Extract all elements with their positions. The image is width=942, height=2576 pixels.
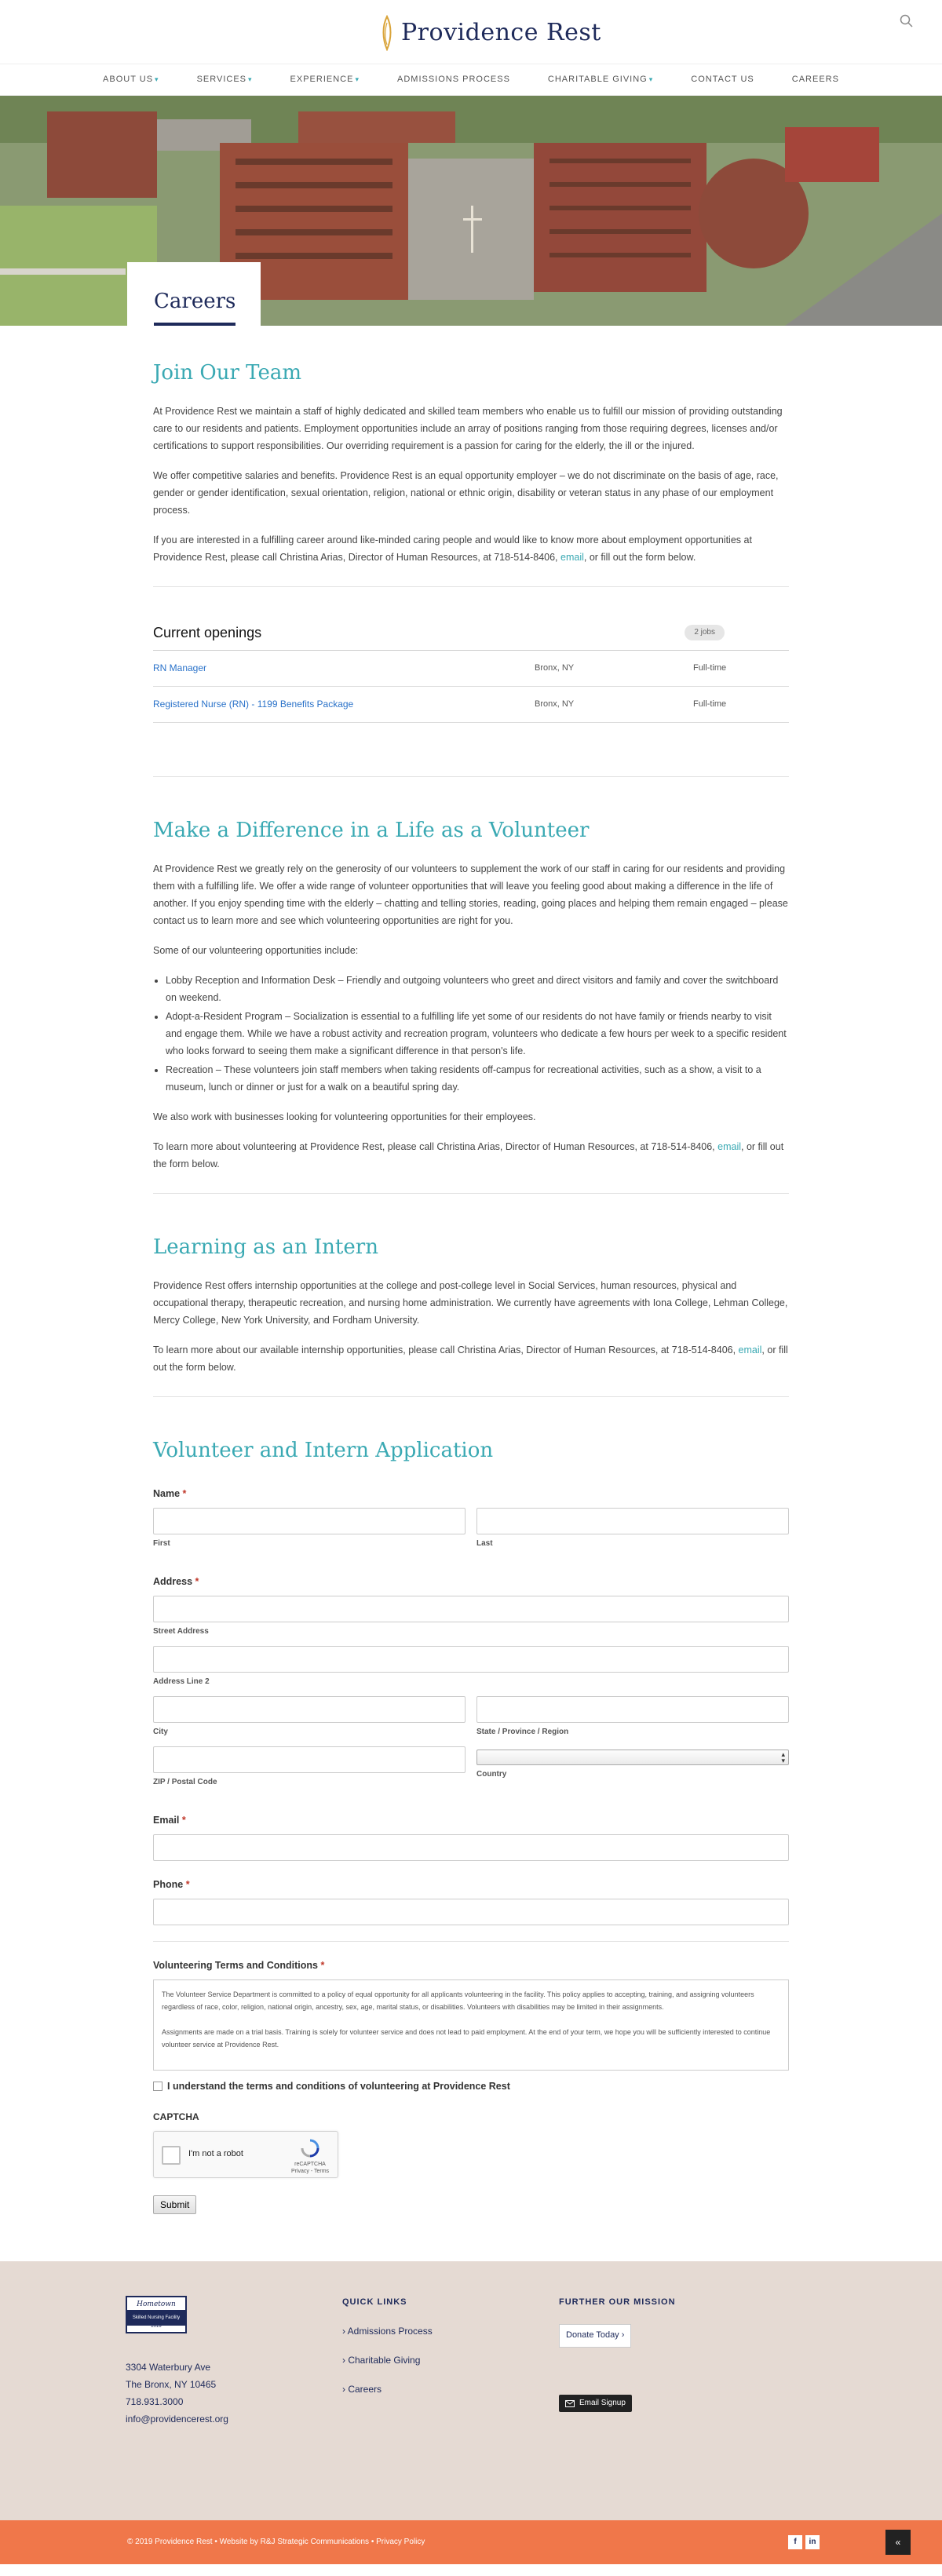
site-header <box>0 0 942 64</box>
nav-label: CONTACT US <box>691 74 754 84</box>
linkedin-icon[interactable]: in <box>805 2535 820 2549</box>
page-title: Careers <box>154 290 236 313</box>
mission-title: FURTHER OUR MISSION <box>559 2297 676 2308</box>
recaptcha-checkbox[interactable] <box>162 2146 181 2165</box>
back-to-top-button[interactable]: « <box>885 2530 911 2555</box>
footer-main <box>0 2261 942 2520</box>
last-sublabel: Last <box>476 1539 493 1549</box>
facebook-icon[interactable]: f <box>788 2535 802 2549</box>
chevron-down-icon: ▾ <box>248 75 253 83</box>
label-text: Phone <box>153 1879 184 1891</box>
intern-paragraph-2 <box>153 1341 789 1376</box>
quick-link-admissions[interactable]: › Admissions Process <box>342 2325 433 2337</box>
country-select[interactable] <box>476 1750 789 1765</box>
nav-services[interactable] <box>178 73 272 87</box>
divider <box>153 776 789 777</box>
site-name: Providence Rest <box>401 19 601 46</box>
list-item: • Lobby Reception and Information Desk – Friendly and outgoing volunteers who greet and direct visitors and family and cover the switchboard on weekend. <box>166 972 789 1006</box>
terms-label <box>153 1958 789 1973</box>
captcha-label: CAPTCHA <box>153 2111 199 2123</box>
intern-paragraph-1: Providence Rest offers internship opportunities at the college and post-college level in Social Services, human resources, physical and occupational therapy, therapeutic recreation, and nursing home administration. We currently have agreements with Iona College, Lehman College, Mercy College, New York University, and Fordham University. <box>153 1279 788 1326</box>
email-link[interactable]: email <box>717 1140 741 1152</box>
join-paragraph-1: At Providence Rest we maintain a staff of highly dedicated and skilled team members who enable us to fulfill our mission of providing outstanding care to our residents and patients. Employment opportunities include an array of positions ranging from those requiring degrees, licenses and/or certifications to support responsibilities. Our overriding requirement is a passion for caring for the elderly, the ill or the injured. <box>153 405 783 451</box>
nav-label: ABOUT US <box>103 74 154 84</box>
select-arrows-icon: ▴ ▾ <box>781 1750 785 1765</box>
table-row <box>153 687 789 723</box>
flame-icon <box>381 15 393 51</box>
footer-contact-col <box>126 2296 342 2428</box>
nav-admissions-process[interactable] <box>378 73 529 87</box>
recaptcha-text: I'm not a robot <box>188 2149 243 2159</box>
phone-field-group <box>153 1877 789 1925</box>
text: If you are interested in a fulfilling career around like-minded caring people and would like to know more about employment opportunities at Providence Rest, please call Christina Arias, Director of Human Resources, at 718-514-8406, <box>153 534 752 563</box>
list-item: • Adopt-a-Resident Program – Socialization is essential to a fulfilling life yet some of our residents do not have family or friends nearby to visit and engage them. While we have a robust activity and recreation program, volunteers who dedicate a few hours per week to a specific resident who looks forward to seeing them make a significant difference in that person's life. <box>166 1008 789 1060</box>
join-paragraph-2: We offer competitive salaries and benefits. Providence Rest is an equal opportunity employer – we do not discriminate on the basis of age, race, gender or gender identification, sexual orientation, religion, national or ethnic origin, disability or veteran status in any phase of our employment process. <box>153 469 779 516</box>
email-address[interactable]: info@providencerest.org <box>126 2414 228 2425</box>
terms-paragraph-1: The Volunteer Service Department is committed to a policy of equal opportunity for all applicants volunteering in the facility. This policy applies to accepting, training, and assigning volunteers regardless of race, color, religion, national origin, ancestry, sex, age, marital status, or disabilities. Volunteers with disabilities may be limited in their assignments. <box>162 1990 754 2012</box>
country-sublabel: Country <box>476 1770 507 1779</box>
award-badge <box>126 2296 187 2333</box>
nav-charitable-giving[interactable] <box>529 73 672 87</box>
divider <box>153 1941 789 1942</box>
required-marker: * <box>185 1879 190 1891</box>
site-footer <box>0 2261 942 2564</box>
page-title-box <box>127 262 261 326</box>
line2-sublabel: Address Line 2 <box>153 1677 210 1687</box>
chevron-down-icon: ▾ <box>648 75 654 83</box>
hero-banner <box>0 96 942 326</box>
nav-label: CHARITABLE GIVING <box>547 74 648 84</box>
first-name-input[interactable] <box>153 1508 466 1534</box>
job-title-link[interactable]: RN Manager <box>153 662 207 674</box>
phone-input[interactable] <box>153 1899 789 1925</box>
footer-links-col <box>342 2296 559 2428</box>
award-top: Hometown <box>137 2301 176 2309</box>
volunteer-paragraph-3: We also work with businesses looking for volunteering opportunities for their employees. <box>153 1111 536 1122</box>
address-block <box>126 2359 342 2428</box>
street-address-input[interactable] <box>153 1596 789 1622</box>
nav-contact-us[interactable] <box>672 73 773 87</box>
join-paragraph-3 <box>153 531 789 566</box>
email-signup-button[interactable] <box>559 2395 632 2412</box>
text: To learn more about our available internship opportunities, please call Christina Arias, Director of Human Resources, at 718-514-8406, <box>153 1344 739 1356</box>
chevron-down-icon: ▾ <box>155 75 159 83</box>
name-label <box>153 1486 789 1501</box>
envelope-icon <box>565 2400 575 2407</box>
site-logo[interactable] <box>381 14 601 52</box>
terms-agree-row <box>153 2078 789 2094</box>
label-text: Email <box>153 1815 180 1826</box>
job-location: Bronx, NY <box>535 663 575 673</box>
quick-links-title: QUICK LINKS <box>342 2297 407 2308</box>
phone-label <box>153 1877 789 1892</box>
form-heading: Volunteer and Intern Application <box>153 1438 494 1462</box>
first-sublabel: First <box>153 1539 170 1549</box>
join-heading: Join Our Team <box>153 361 302 385</box>
divider <box>153 586 789 587</box>
nav-label: EXPERIENCE <box>290 74 354 84</box>
nav-careers[interactable] <box>773 73 858 87</box>
label-text: Volunteering Terms and Conditions <box>153 1960 318 1972</box>
last-name-input[interactable] <box>476 1508 789 1534</box>
required-marker: * <box>181 1815 186 1826</box>
email-link[interactable]: email <box>738 1344 762 1356</box>
address-label <box>153 1574 789 1589</box>
required-marker: * <box>320 1960 325 1972</box>
email-link[interactable]: email <box>560 551 584 563</box>
recaptcha-links[interactable]: Privacy - Terms <box>290 2169 330 2175</box>
recaptcha-logo <box>290 2138 330 2175</box>
volunteer-list <box>153 972 789 1096</box>
chevron-down-icon: ▾ <box>355 75 360 83</box>
intern-heading: Learning as an Intern <box>153 1235 378 1259</box>
main-nav <box>0 64 942 96</box>
divider <box>153 1193 789 1194</box>
phone-number[interactable]: 718.931.3000 <box>126 2396 184 2408</box>
recaptcha-brand: reCAPTCHA <box>294 2162 326 2168</box>
job-type: Full-time <box>693 663 727 673</box>
job-location: Bronx, NY <box>535 699 575 710</box>
text: To learn more about volunteering at Providence Rest, please call Christina Arias, Director of Human Resources, at 718-514-8406, <box>153 1140 718 1152</box>
required-marker: * <box>182 1488 187 1500</box>
volunteer-heading: Make a Difference in a Life as a Volunteer <box>153 819 590 843</box>
nav-experience[interactable] <box>272 73 378 87</box>
email-input[interactable] <box>153 1834 789 1861</box>
zip-sublabel: ZIP / Postal Code <box>153 1778 217 1787</box>
main-content <box>153 326 789 2214</box>
footer-mission-col <box>559 2296 776 2428</box>
address-field-group <box>153 1574 789 1797</box>
nav-label: CAREERS <box>791 74 839 84</box>
terms-agree-label: I understand the terms and conditions of volunteering at Providence Rest <box>167 2081 510 2093</box>
job-title-link[interactable]: Registered Nurse (RN) - 1199 Benefits Package <box>153 699 354 710</box>
zip-input[interactable] <box>153 1746 466 1773</box>
application-form <box>153 1486 789 2214</box>
state-input[interactable] <box>476 1696 789 1723</box>
text: , or fill out the form below. <box>153 1140 784 1169</box>
divider <box>153 1396 789 1397</box>
donate-button[interactable]: Donate Today › <box>559 2324 631 2348</box>
jobs-header <box>153 622 789 651</box>
city-sublabel: City <box>153 1728 168 1737</box>
jobs-count-badge: 2 jobs <box>685 625 725 640</box>
required-marker: * <box>195 1576 199 1588</box>
job-type: Full-time <box>693 699 727 710</box>
street-sublabel: Street Address <box>153 1627 209 1636</box>
text: , or fill out the form below. <box>153 1344 788 1373</box>
email-label <box>153 1812 789 1828</box>
recaptcha-icon <box>300 2138 320 2158</box>
text: , or fill out the form below. <box>583 551 696 563</box>
terms-field-group <box>153 1958 789 2094</box>
list-item: • Recreation – These volunteers join staff members when taking residents off-campus for recreational activities, such as a show, a visit to a museum, lunch or dinner or just for a walk on a beautiful spring day. <box>166 1061 789 1096</box>
terms-agree-checkbox[interactable] <box>153 2082 162 2091</box>
city-input[interactable] <box>153 1696 466 1723</box>
address-line: The Bronx, NY 10465 <box>126 2379 217 2391</box>
award-year: 2019 <box>151 2323 162 2329</box>
email-field-group <box>153 1812 789 1861</box>
job-listing <box>153 622 789 724</box>
volunteer-paragraph-2: Some of our volunteering opportunities include: <box>153 944 359 956</box>
name-field-group <box>153 1486 789 1558</box>
quick-link-careers[interactable]: › Careers <box>342 2384 382 2395</box>
submit-button[interactable]: Submit <box>153 2195 196 2214</box>
recaptcha-widget <box>153 2131 338 2178</box>
label-text: Name <box>153 1488 181 1500</box>
volunteer-paragraph-4 <box>153 1138 789 1173</box>
address-line: 3304 Waterbury Ave <box>126 2362 211 2373</box>
address-line2-input[interactable] <box>153 1646 789 1673</box>
nav-about-us[interactable] <box>84 73 178 87</box>
table-row <box>153 651 789 687</box>
search-icon[interactable] <box>898 13 915 30</box>
nav-label: SERVICES <box>196 74 247 84</box>
award-band-text: Skilled Nursing Facility <box>132 2315 181 2321</box>
label-text: Address <box>153 1576 193 1588</box>
state-sublabel: State / Province / Region <box>476 1728 569 1737</box>
social-links <box>788 2530 911 2555</box>
terms-text-box[interactable] <box>153 1979 789 2071</box>
copyright-text: © 2019 Providence Rest • Website by R&J Strategic Communications • Privacy Policy <box>127 2538 425 2547</box>
terms-paragraph-2: Assignments are made on a trial basis. Training is solely for volunteer service and does not lead to paid employment. At the end of your term, we hope you will be sufficiently interested to continue volunteer service at Providence Rest. <box>162 2028 771 2049</box>
volunteer-paragraph-1: At Providence Rest we greatly rely on the generosity of our volunteers to supplement the work of our staff in caring for our residents and providing them with a fulfilling life. We offer a wide range of volunteer opportunities that will leave you feeling good about making a difference in the life of another. If you enjoy spending time with the elderly – chatting and telling stories, reading, going places and helping them remain engaged – please contact us to learn more and see which volunteering opportunities are right for you. <box>153 863 788 926</box>
footer-bottom-bar <box>0 2520 942 2564</box>
nav-label: ADMISSIONS PROCESS <box>397 74 510 84</box>
quick-link-charitable-giving[interactable]: › Charitable Giving <box>342 2355 421 2366</box>
jobs-title: Current openings <box>153 624 262 640</box>
email-signup-label: Email Signup <box>579 2399 626 2408</box>
